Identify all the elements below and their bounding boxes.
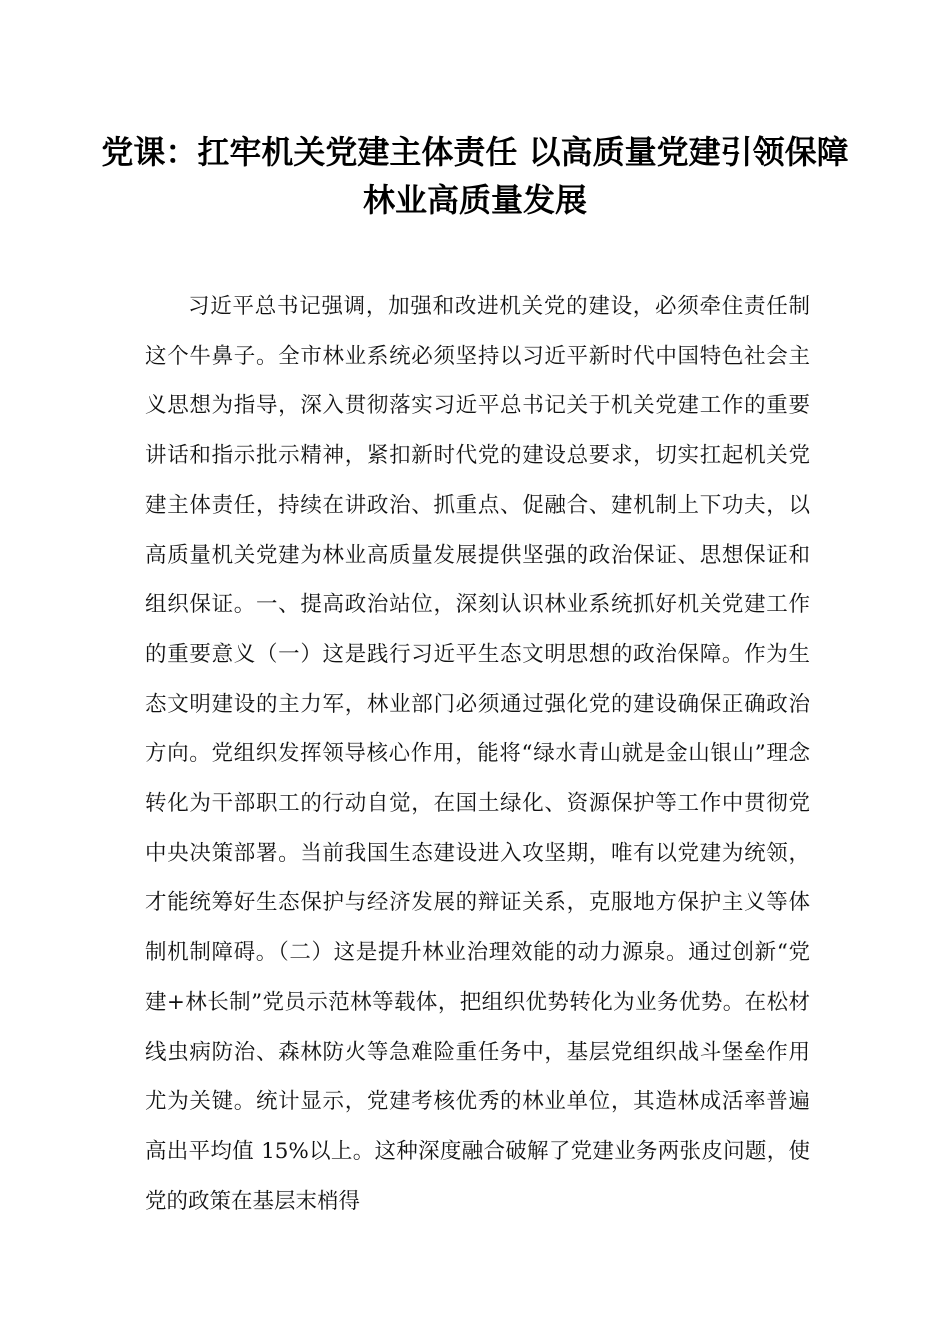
document-title: 党课：扛牢机关党建主体责任 以高质量党建引领保障林业高质量发展: [101, 133, 849, 219]
body-paragraph: 习近平总书记强调，加强和改进机关党的建设，必须牵住责任制这个牛鼻子。全市林业系统必须坚持以习近平新时代中国特色社会主义思想为指导，深入贯彻落实习近平总书记关于机关党建工作的重要讲话和指示批示精神，紧扣新时代党的建设总要求，切实扛起机关党建主体责任，持续在讲政治、抓重点、促融合、建机制上下功夫，以高质量机关党建为林业高质量发展提供坚强的政治保证、思想保证和组织保证。一、提高政治站位，深刻认识林业系统抓好机关党建工作的重要意义（一）这是践行习近平生态文明思想的政治保障。作为生态文明建设的主力军，林业部门必须通过强化党的建设确保正确政治方向。党组织发挥领导核心作用，能将“绿水青山就是金山银山”理念转化为干部职工的行动自觉，在国土绿化、资源保护等工作中贯彻党中央决策部署。当前我国生态建设进入攻坚期，唯有以党建为统领，才能统筹好生态保护与经济发展的辩证关系，克服地方保护主义等体制机制障碍。（二）这是提升林业治理效能的动力源泉。通过创新“党建+林长制”党员示范林等载体，把组织优势转化为业务优势。在松材线虫病防治、森林防火等急难险重任务中，基层党组织战斗堡垒作用尤为关键。统计显示，党建考核优秀的林业单位，其造林成活率普遍高出平均值 15%以上。这种深度融合破解了党建业务两张皮问题，使党的政策在基层末梢得: [145, 294, 810, 1214]
